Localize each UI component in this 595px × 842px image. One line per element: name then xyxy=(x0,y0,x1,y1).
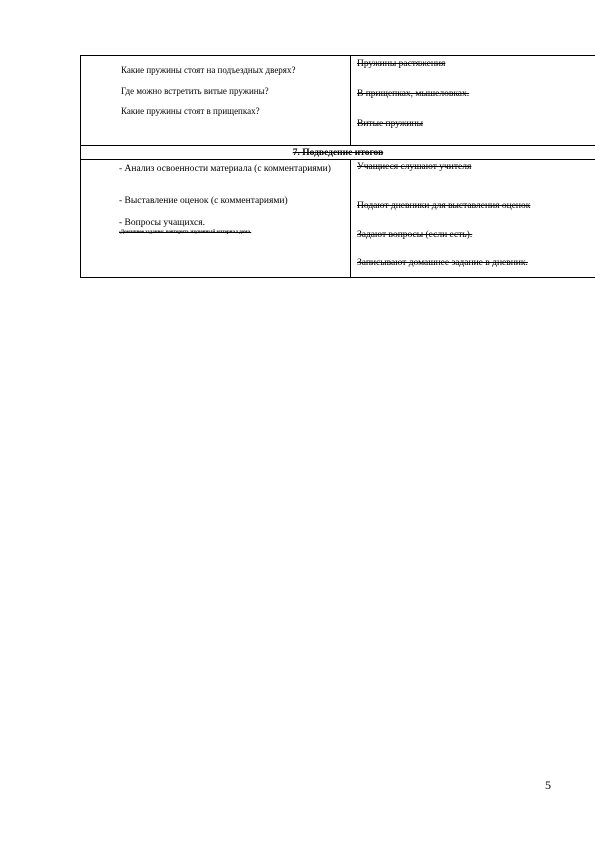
questions-cell xyxy=(81,56,351,145)
activity-text: - Выставление оценок (с комментариями) xyxy=(119,196,288,206)
student-action-text: Записывают домашнее задание в дневник. xyxy=(357,258,528,268)
question-text: Где можно встретить витые пружины? xyxy=(121,86,269,96)
student-action-text: Учащиеся слушают учителя xyxy=(357,162,472,172)
answers-cell xyxy=(351,56,595,145)
student-action-text: Подают дневники для выставления оценок xyxy=(357,201,531,211)
answer-text: Витые пружины xyxy=(357,119,423,129)
question-text: Какие пружины стоят на подъездных дверях? xyxy=(121,65,296,75)
activity-text: - Анализ освоенности материала (с комментариями) xyxy=(119,164,331,174)
lesson-table xyxy=(80,55,595,278)
table-row xyxy=(80,160,595,278)
answer-text: В прищепках, мышеловках. xyxy=(357,89,470,99)
student-action-text: Задают вопросы (если есть). xyxy=(357,230,473,240)
activities-cell xyxy=(81,160,351,277)
activity-text: - Вопросы учащихся. xyxy=(119,218,206,228)
table-row xyxy=(80,56,595,146)
section-header: 7. Подведение итогов xyxy=(292,147,384,158)
student-actions-cell xyxy=(351,160,595,277)
section-header-row xyxy=(80,146,595,160)
homework-text: -Домашнее задание: повторить изученный материал дома. xyxy=(119,230,252,235)
question-text: Какие пружины стоят в прищепках? xyxy=(121,106,260,116)
answer-text: Пружины растяжения xyxy=(357,59,446,69)
page-number: 5 xyxy=(545,778,551,792)
